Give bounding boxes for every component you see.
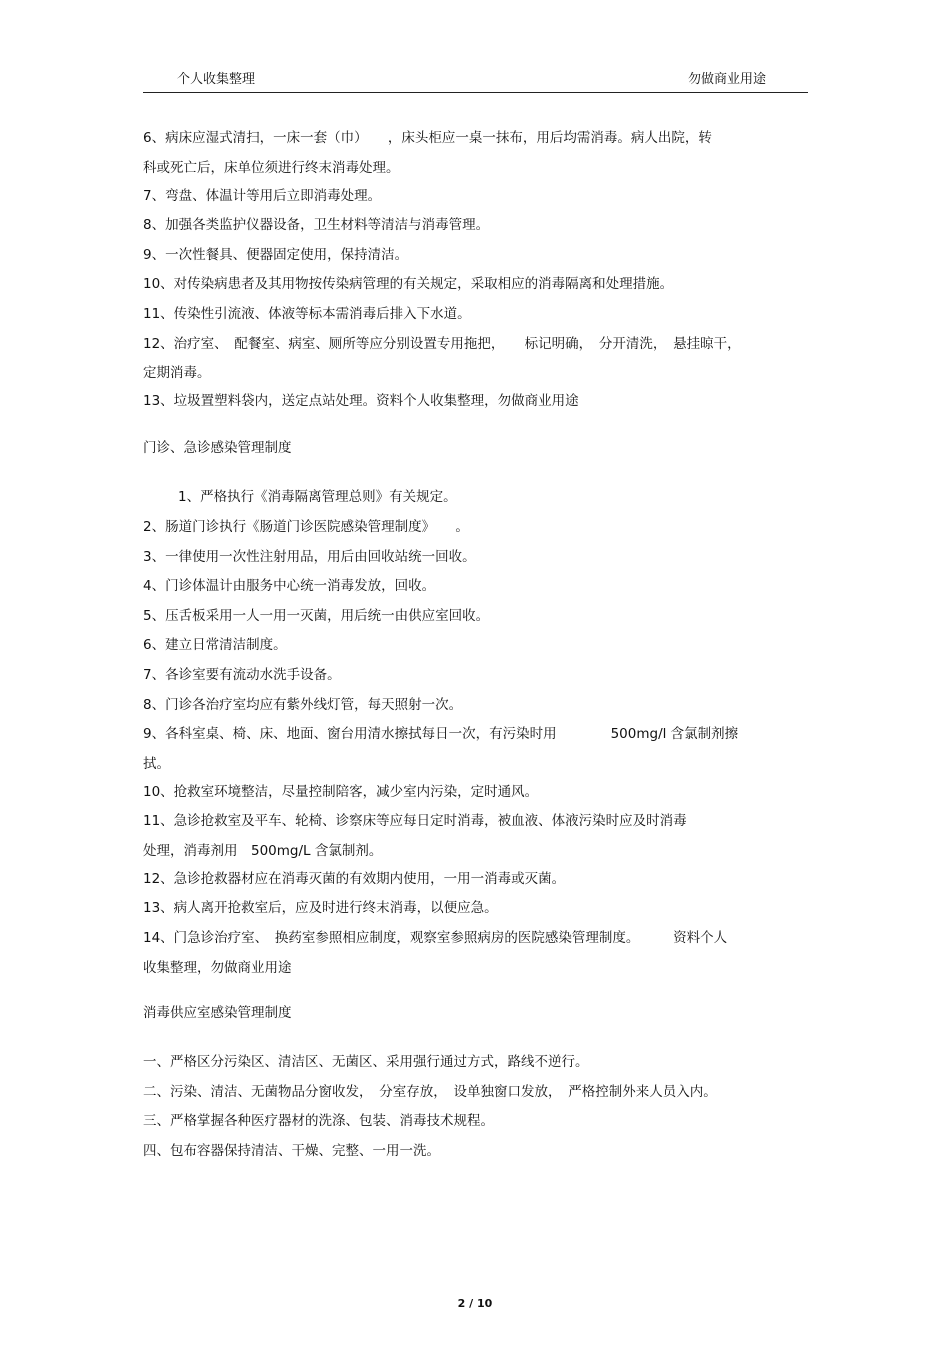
text-line: 3、一律使用一次性注射用品，用后由回收站统一回收。 [143, 548, 476, 565]
section-heading: 门诊、急诊感染管理制度 [143, 439, 292, 456]
header-right-text: 勿做商业用途 [687, 72, 766, 87]
text-line: 10、抢救室环境整洁，尽量控制陪客，减少室内污染，定时通风。 [143, 783, 539, 800]
text-line: 12、治疗室、 配餐室、病室、厕所等应分别设置专用拖把， 标记明确， 分开清洗， 悬挂晾干， [143, 335, 741, 352]
text-line: 科或死亡后，床单位须进行终末消毒处理。 [143, 159, 400, 176]
text-line: 13、病人离开抢救室后，应及时进行终末消毒，以便应急。 [143, 900, 498, 917]
paragraph-gap [143, 417, 808, 434]
text-line: 10、对传染病患者及其用物按传染病管理的有关规定，采取相应的消毒隔离和处理措施。 [143, 276, 674, 293]
text-line: 6、病床应湿式清扫，一床一套（巾） ，床头柜应一桌一抹布，用后均需消毒。病人出院，转 [143, 130, 712, 146]
page-number: 2 / 10 [457, 1297, 493, 1310]
paragraph-gap [143, 463, 808, 483]
text-line: 8、门诊各治疗室均应有紫外线灯管，每天照射一次。 [143, 696, 463, 713]
text-line: 12、急诊抢救器材应在消毒灭菌的有效期内使用，一用一消毒或灭菌。 [143, 870, 566, 887]
text-line: 2、肠道门诊执行《肠道门诊医院感染管理制度》 。 [143, 518, 469, 535]
page-header [143, 64, 808, 93]
text-line: 处理，消毒剂用 500mg/L 含氯制剂。 [143, 842, 383, 859]
text-line: 收集整理，勿做商业用途 [143, 959, 292, 976]
document-body [143, 124, 808, 1167]
text-line: 4、门诊体温计由服务中心统一消毒发放，回收。 [143, 578, 436, 595]
text-line: 拭。 [143, 755, 170, 772]
text-line: 8、加强各类监护仪器设备，卫生材料等清洁与消毒管理。 [143, 217, 490, 234]
section-heading: 消毒供应室感染管理制度 [143, 1004, 292, 1021]
header-left-text: 个人收集整理 [177, 72, 256, 87]
text-line: 7、各诊室要有流动水洗手设备。 [143, 666, 341, 683]
text-line: 7、弯盘、体温计等用后立即消毒处理。 [143, 187, 382, 204]
text-line: 9、一次性餐具、便器固定使用，保持清洁。 [143, 246, 409, 263]
paragraph-gap [143, 1028, 808, 1048]
text-line: 四、包布容器保持清洁、干燥、完整、一用一洗。 [143, 1143, 440, 1160]
text-line: 6、建立日常清洁制度。 [143, 637, 287, 654]
text-line: 二、污染、清洁、无菌物品分窗收发， 分室存放， 设单独窗口发放， 严格控制外来人员入内。 [143, 1083, 717, 1100]
text-line: 13、垃圾置塑料袋内，送定点站处理。资料个人收集整理，勿做商业用途 [143, 393, 579, 410]
text-line: 9、各科室桌、椅、床、地面、窗台用清水擦拭每日一次，有污染时用 500mg/l 含氯制剂擦 [143, 726, 739, 743]
paragraph-gap [143, 982, 808, 999]
text-line: 一、严格区分污染区、清洁区、无菌区、采用强行通过方式，路线不逆行。 [143, 1054, 589, 1071]
text-line: 11、传染性引流液、体液等标本需消毒后排入下水道。 [143, 305, 471, 322]
text-line: 定期消毒。 [143, 365, 211, 382]
text-line: 1、严格执行《消毒隔离管理总则》有关规定。 [178, 489, 457, 506]
text-line: 5、压舌板采用一人一用一灭菌，用后统一由供应室回收。 [143, 607, 490, 624]
text-line: 11、急诊抢救室及平车、轮椅、诊察床等应每日定时消毒，被血液、体液污染时应及时消毒 [143, 813, 687, 830]
text-line: 三、严格掌握各种医疗器材的洗涤、包装、消毒技术规程。 [143, 1113, 494, 1130]
text-line: 14、门急诊治疗室、 换药室参照相应制度，观察室参照病房的医院感染管理制度。 资料个人 [143, 930, 728, 947]
